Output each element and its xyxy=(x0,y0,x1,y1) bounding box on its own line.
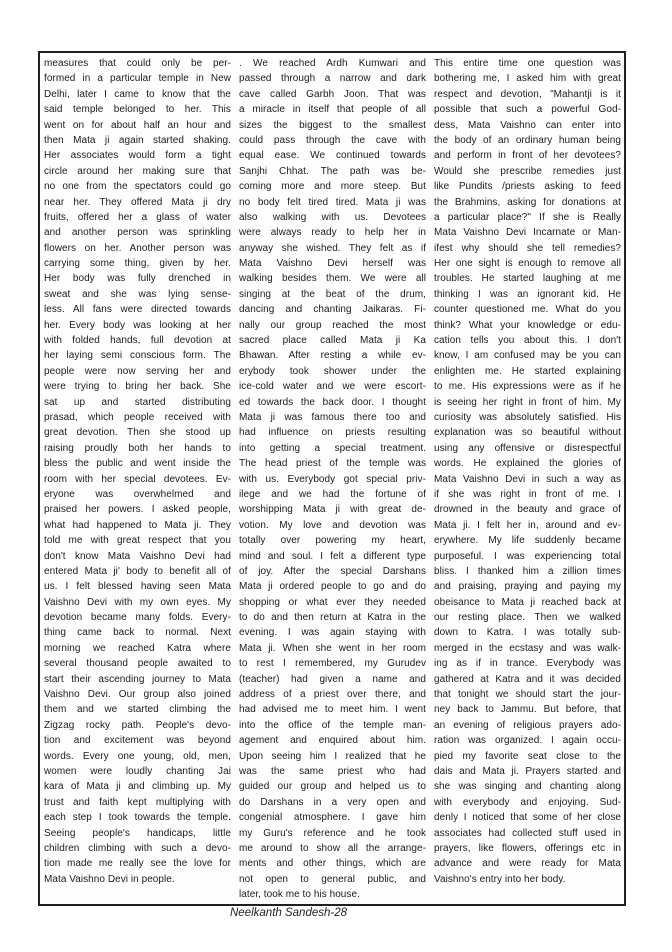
text-line: tion and excitement was beyond xyxy=(44,735,231,747)
text-line: her laying semi conscious form. The xyxy=(44,350,231,362)
text-line: address of a priest over there, and xyxy=(239,689,426,701)
text-line: evening. I was again staying with xyxy=(239,627,426,639)
text-line: formed in a particular temple in New xyxy=(44,73,231,85)
text-line: walking besides them. We were all xyxy=(239,273,426,285)
text-line: ilege and we had the fortune of xyxy=(239,488,426,500)
text-line: with folded hands, full devotion at xyxy=(44,335,231,347)
text-line: to rest I remembered, my Gurudev xyxy=(239,658,426,670)
text-line: think? What your knowledge or edu- xyxy=(434,319,621,331)
text-line: . We reached Ardh Kumwari and xyxy=(239,58,426,69)
text-line: Delhi, later I came to know that the xyxy=(44,88,231,100)
text-line: is seeing her right in front of him. My xyxy=(434,396,621,408)
text-line: enlighten me. He started explaining xyxy=(434,365,621,377)
text-line: advance and were ready for Mata xyxy=(434,858,621,870)
text-line: bothering me, I asked him with great xyxy=(434,73,621,85)
text-line: words. He explained the glories of xyxy=(434,458,621,470)
text-line: sweat and she was lying sense- xyxy=(44,288,231,300)
text-line: cation tells you about this. I don't xyxy=(434,335,621,347)
text-line: thinking I was an ignorant kid. He xyxy=(434,288,621,300)
text-line: the body of an ordinary human being xyxy=(434,134,621,146)
text-line: her. Every body was looking at her xyxy=(44,319,231,331)
text-line: a miracle in itself that people of all xyxy=(239,104,426,116)
text-line: Vaishno Devi with my own eyes. My xyxy=(44,596,231,608)
text-line: bliss. I thanked him a zillion times xyxy=(434,565,621,577)
text-line: Mata ji. I felt her in, around and ev- xyxy=(434,519,621,531)
text-line: morning we reached Katra where xyxy=(44,642,231,654)
text-column-3 xyxy=(434,56,621,904)
text-line: Mata ji. When she went in her room xyxy=(239,642,426,654)
text-line: fruits, offered her a glass of water xyxy=(44,211,231,223)
text-line: respect and devotion, "Mahantji is it xyxy=(434,88,621,100)
text-line: to do and then return at Katra in the xyxy=(239,612,426,624)
text-line: Mata Vaishno Devi Incarnate or Man- xyxy=(434,227,621,239)
text-line: flowers on her. Another person was xyxy=(44,242,231,254)
text-line: Sanjhi Chhat. The path was be- xyxy=(239,165,426,177)
text-line: ments and other things, which are xyxy=(239,858,426,870)
text-line: don't know Mata Vaishno Devi had xyxy=(44,550,231,562)
text-line: of joy. After the special Darshans xyxy=(239,565,426,577)
text-line: obeisance to Mata ji reached back at xyxy=(434,596,621,608)
text-line: anyway she wished. They felt as if xyxy=(239,242,426,254)
text-line: and another person was sprinkling xyxy=(44,227,231,239)
text-line: Mata Vaishno Devi herself was xyxy=(239,258,426,270)
text-line: later, took me to his house. xyxy=(239,889,360,901)
text-line: know, I am confused may be you can xyxy=(434,350,621,362)
text-line: praised her powers. I asked people, xyxy=(44,504,231,516)
text-line: passed through a narrow and dark xyxy=(239,73,426,85)
text-line: drowned in the beauty and grace of xyxy=(434,504,621,516)
text-line: and praising, praying and paying my xyxy=(434,581,621,593)
text-line: worshipping Mata ji with great de- xyxy=(239,504,426,516)
text-line: children climbing with such a devo- xyxy=(44,842,231,854)
text-line: bless the public and went inside the xyxy=(44,458,231,470)
text-line: congenial atmosphere. I gave him xyxy=(239,812,426,824)
text-line: eryone was overwhelmed and xyxy=(44,488,231,500)
text-line: entered Mata ji' body to benefit all of xyxy=(44,565,231,577)
text-line: us. I felt blessed having seen Mata xyxy=(44,581,231,593)
text-line: totally over powering my heart, xyxy=(239,535,426,547)
text-line: ifest why should she tell remedies? xyxy=(434,242,621,254)
text-line: what had happened to Mata ji. They xyxy=(44,519,231,531)
text-line: mind and soul. I felt a different type xyxy=(239,550,426,562)
text-line: Mata ji was famous there too and xyxy=(239,411,426,423)
text-line: tion made me really see the love for xyxy=(44,858,231,870)
text-line: each step I took towards the temple. xyxy=(44,812,231,824)
text-line: prayers, like flowers, offerings etc in xyxy=(434,842,621,854)
text-line: merged in the ecstasy and was walk- xyxy=(434,642,621,654)
text-line: less. All fans were directed towards xyxy=(44,304,231,316)
text-line: went on for about half an hour and xyxy=(44,119,231,131)
text-line: down to Katra. I was totally sub- xyxy=(434,627,621,639)
text-line: told me with great respect that you xyxy=(44,535,231,547)
text-line: ing as if in trance. Everybody was xyxy=(434,658,621,670)
text-line: associates had collected stuff used in xyxy=(434,827,621,839)
text-line: no body felt tired tired. Mata ji was xyxy=(239,196,426,208)
text-line: kara of Mata ji and climbing up. My xyxy=(44,781,231,793)
text-line: my Guru's reference and he took xyxy=(239,827,426,839)
text-line: circle around her making sure that xyxy=(44,165,231,177)
text-line: using any offensive or disrespectful xyxy=(434,442,621,454)
text-line: women were loudly chanting Jai xyxy=(44,765,231,777)
text-line: prasad, which people received with xyxy=(44,411,231,423)
text-line: pied my favorite seat close to the xyxy=(434,750,621,762)
text-line: were always ready to help her in xyxy=(239,227,426,239)
text-line: Mata Vaishno Devi in people. xyxy=(44,873,175,885)
text-line: people were now serving her and xyxy=(44,365,231,377)
text-line: measures that could only be per- xyxy=(44,58,231,69)
text-line: trust and faith kept multiplying with xyxy=(44,796,231,808)
text-line: them and we started climbing the xyxy=(44,704,231,716)
text-line: votion. My love and devotion was xyxy=(239,519,426,531)
text-line: cave called Garbh Joon. That was xyxy=(239,88,426,100)
text-line: Mata Vaishno Devi in such a way as xyxy=(434,473,621,485)
text-line: counter questioned me. What do you xyxy=(434,304,621,316)
text-line: possible that such a powerful God- xyxy=(434,104,621,116)
text-line: ice-cold water and we were escort- xyxy=(239,381,426,393)
text-line: Her body was fully drenched in xyxy=(44,273,231,285)
text-line: ed towards the back door. I thought xyxy=(239,396,426,408)
page-footer: Neelkanth Sandesh-28 xyxy=(230,907,347,919)
text-line: the Brahmins, asking for donations at xyxy=(434,196,621,208)
text-line: into the office of the temple man- xyxy=(239,719,426,731)
text-line: purposeful. I was experiencing total xyxy=(434,550,621,562)
text-line: near her. They offered Mata ji dry xyxy=(44,196,231,208)
text-line: with us. Everybody got special priv- xyxy=(239,473,426,485)
text-line: explanation was so beautiful without xyxy=(434,427,621,439)
text-line: Her one sight is enough to remove all xyxy=(434,258,621,270)
text-line: do Darshans in a very open and xyxy=(239,796,426,808)
text-line: Her associates would form a tight xyxy=(44,150,231,162)
text-line: no one from the spectators could go xyxy=(44,181,231,193)
text-line: Zigzag rocky path. People's devo- xyxy=(44,719,231,731)
text-line: then Mata ji again started shaking. xyxy=(44,134,231,146)
text-line: had advised me to meet him. I went xyxy=(239,704,426,716)
text-line: were trying to bring her back. She xyxy=(44,381,231,393)
text-line: she was singing and chanting along xyxy=(434,781,621,793)
text-line: troubles. He started laughing at me xyxy=(434,273,621,285)
text-line: start their ascending journey to Mata xyxy=(44,673,231,685)
text-line: sacred place called Mata ji Ka xyxy=(239,335,426,347)
text-line: was the same priest who had xyxy=(239,765,426,777)
text-line: sat up and started distributing xyxy=(44,396,231,408)
text-line: great devotion. Then she stood up xyxy=(44,427,231,439)
text-line: me around to show all the arrange- xyxy=(239,842,426,854)
text-border-box xyxy=(38,51,626,906)
text-line: Vaishno's entry into her body. xyxy=(434,873,566,885)
text-line: equal ease. We continued towards xyxy=(239,150,426,162)
text-column-1 xyxy=(44,56,231,904)
text-line: that tonight we should start the jour- xyxy=(434,689,621,701)
text-line: denly I noticed that some of her close xyxy=(434,812,621,824)
text-line: a particular place?" If she is Really xyxy=(434,211,621,223)
text-line: (teacher) had given a name and xyxy=(239,673,426,685)
text-line: Bhawan. After resting a while ev- xyxy=(239,350,426,362)
text-line: dais and Mata ji. Prayers started and xyxy=(434,765,621,777)
text-line: room with her special devotees. Ev- xyxy=(44,473,231,485)
text-line: This entire time one question was xyxy=(434,58,621,69)
text-line: gathered at Katra and it was decided xyxy=(434,673,621,685)
text-line: an evening of religious prayers ado- xyxy=(434,719,621,731)
text-line: said temple belonged to her. This xyxy=(44,104,231,116)
text-line: Mata ji ordered people to go and do xyxy=(239,581,426,593)
text-line: Seeing people's handicaps, little xyxy=(44,827,231,839)
text-line: erybody took shower under the xyxy=(239,365,426,377)
text-line: to me. His expressions were as if he xyxy=(434,381,621,393)
text-line: nally our group reached the most xyxy=(239,319,426,331)
text-line: if she was right in front of me. I xyxy=(434,488,621,500)
text-line: devotion became many folds. Every- xyxy=(44,612,231,624)
text-line: had influence on priests resulting xyxy=(239,427,426,439)
text-line: ney back to Jammu. But before, that xyxy=(434,704,621,716)
text-line: guided our group and helped us to xyxy=(239,781,426,793)
text-line: Upon seeing him I realized that he xyxy=(239,750,426,762)
text-line: dess, Mata Vaishno can enter into xyxy=(434,119,621,131)
text-line: shopping or what ever they needed xyxy=(239,596,426,608)
text-line: The head priest of the temple was xyxy=(239,458,426,470)
text-line: not open to general public, and xyxy=(239,873,426,885)
text-line: coming more and more steep. But xyxy=(239,181,426,193)
text-line: Vaishno Devi. Our group also joined xyxy=(44,689,231,701)
text-line: ration was organized. I again occu- xyxy=(434,735,621,747)
text-line: words. Every one young, old, men, xyxy=(44,750,231,762)
text-line: and perform in front of her devotees? xyxy=(434,150,621,162)
text-line: dancing and chanting Jaikaras. Fi- xyxy=(239,304,426,316)
text-line: several thousand people awaited to xyxy=(44,658,231,670)
text-line: our resting place. Then we walked xyxy=(434,612,621,624)
text-line: thing came back to normal. Next xyxy=(44,627,231,639)
text-line: like Pundits /priests asking to feed xyxy=(434,181,621,193)
text-line: could pass through the cave with xyxy=(239,134,426,146)
text-line: with everybody and enjoying. Sud- xyxy=(434,796,621,808)
text-line: sizes the biggest to the smallest xyxy=(239,119,426,131)
text-line: Would she prescribe remedies just xyxy=(434,165,621,177)
text-line: carrying some thing, given by her. xyxy=(44,258,231,270)
text-line: into getting a special treatment. xyxy=(239,442,426,454)
text-line: raising proudly both her hands to xyxy=(44,442,231,454)
text-line: singing at the beat of the drum, xyxy=(239,288,426,300)
text-line: also walking with us. Devotees xyxy=(239,211,426,223)
text-line: curiosity was absolutely satisfied. His xyxy=(434,411,621,423)
text-column-2 xyxy=(239,56,426,904)
text-line: agement and enquired about him. xyxy=(239,735,426,747)
text-line: erywhere. My life suddenly became xyxy=(434,535,621,547)
